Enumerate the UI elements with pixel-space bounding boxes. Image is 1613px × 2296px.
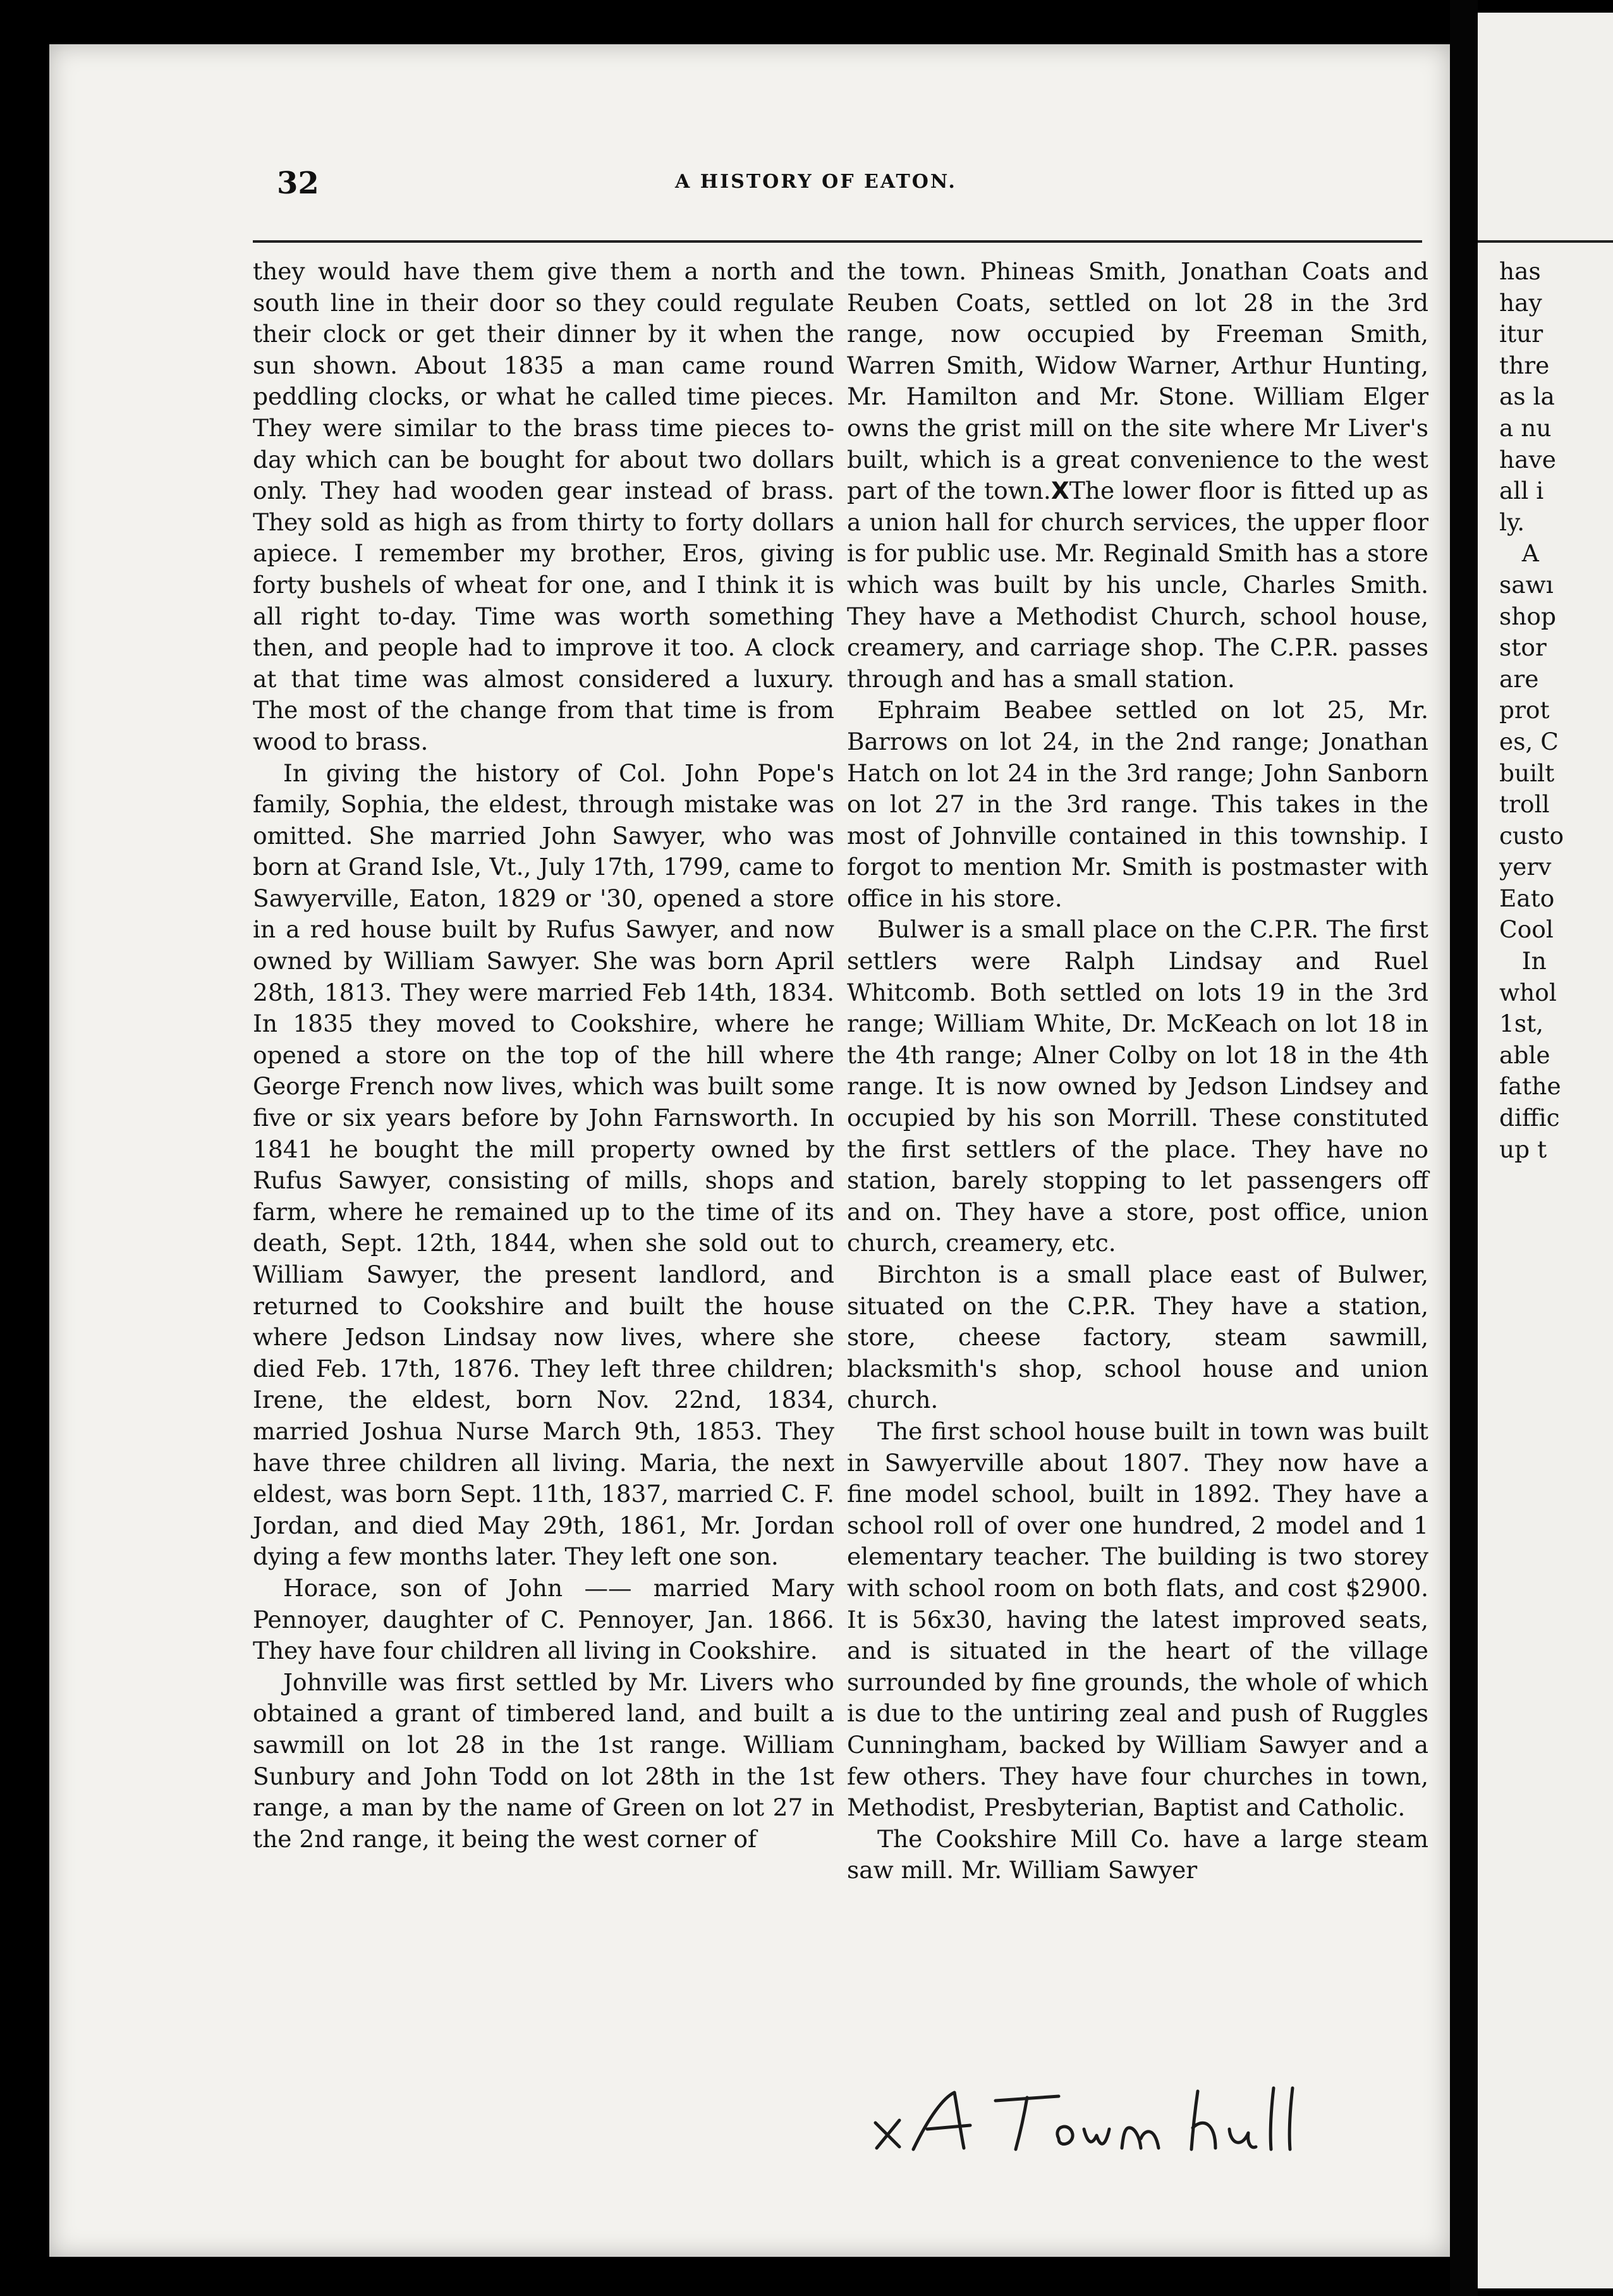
- header-rule: [253, 240, 1422, 243]
- paragraph: Ephraim Beabee settled on lot 25, Mr. Barrows on lot 24, in the 2nd range; Jonathan Hatch on lot 24 in the 3rd range; John Sanborn on lot 27 in the 3rd range. This takes in the most of Johnville contained in this township. I forgot to mention Mr. Smith is postmaster with office in his store.: [847, 696, 1428, 912]
- paragraph-text: the town. Phineas Smith, Jonathan Coats and Reuben Coats, settled on lot 28 in the 3rd range, now occupied by Freeman Smith, Warren Smith, Widow Warner, Arthur Hunting, Mr. Hamilton and Mr. Stone. William Elger owns the grist mill on the site where Mr Liver's built, which is a great convenience to the west part of the town.: [847, 257, 1428, 505]
- facing-page-text: has hay itur thre as la a nu have all i ly. A sawı shop stor are prot es, C built troll custo yerv Eato Cool In whol 1st, able fathe diffic up t: [1499, 257, 1564, 1163]
- paragraph: [847, 256, 1428, 695]
- paragraph: they would have them give them a north and south line in their door so they could regulate their clock or get their dinner by it when the sun shown. About 1835 a man came round peddling clocks, or what he called time pieces. They were similar to the brass time pieces to-day which can be bought for about two dollars only. They had wooden gear instead of brass. They sold as high as from thirty to forty dollars apiece. I remember my brother, Eros, giving forty bushels of wheat for one, and I think it is all right to-day. Time was worth something then, and people had to improve it too. A clock at that time was almost considered a luxury. The most of the change from that time is from wood to brass.: [253, 257, 834, 755]
- left-column: [253, 256, 834, 1855]
- page-header: [277, 166, 1415, 210]
- paragraph: Johnville was first settled by Mr. Livers who obtained a grant of timbered land, and built a sawmill on lot 28 in the 1st range. William Sunbury and John Todd on lot 28th in the 1st range, a man by the name of Green on lot 27 in the 2nd range, it being the west corner of: [253, 1668, 834, 1853]
- paragraph: The first school house built in town was built in Sawyerville about 1807. They now have a fine model school, built in 1892. They have a school roll of over one hundred, 2 model and 1 elementary teacher. The building is two storey with school room on both flats, and cost $2900. It is 56x30, having the latest improved seats, and is situated in the heart of the village surrounded by fine grounds, the whole of which is due to the untiring zeal and push of Ruggles Cunningham, backed by William Sawyer and a few others. They have four churches in town, Methodist, Presbyterian, Baptist and Catholic.: [847, 1417, 1428, 1822]
- right-column: [847, 256, 1428, 1886]
- paragraph: The Cookshire Mill Co. have a large steam saw mill. Mr. William Sawyer: [847, 1824, 1428, 1884]
- handwritten-note: [869, 2079, 1413, 2161]
- facing-page-rule: [1478, 240, 1613, 243]
- paragraph: Horace, son of John —— married Mary Pennoyer, daughter of C. Pennoyer, Jan. 1866. They have four children all living in Cookshire.: [253, 1573, 834, 1665]
- paragraph: Birchton is a small place east of Bulwer, situated on the C.P.R. They have a station, store, cheese factory, steam sawmill, blacksmith's shop, school house and union church.: [847, 1261, 1428, 1414]
- paragraph: Bulwer is a small place on the C.P.R. The first settlers were Ralph Lindsay and Ruel Whitcomb. Both settled on lots 19 in the 3rd range; William White, Dr. McKeach on lot 18 in the 4th range; Alner Colby on lot 18 in the 4th range. It is now owned by Jedson Lindsey and occupied by his son Morrill. These constituted the first settlers of the place. They have no station, barely stopping to let passengers off and on. They have a store, post office, union church, creamery, etc.: [847, 915, 1428, 1257]
- x-mark: X: [1050, 477, 1069, 505]
- paragraph-text: The lower floor is fitted up as a union hall for church services, the upper floor is for public use. Mr. Reginald Smith has a store which was built by his uncle, Charles Smith. They have a Methodist Church, school house, creamery, and carriage shop. The C.P.R. passes through and has a small station.: [847, 477, 1428, 693]
- page-number: 32: [277, 166, 319, 201]
- running-head: A HISTORY OF EATON.: [675, 171, 957, 193]
- paragraph: In giving the history of Col. John Pope's family, Sophia, the eldest, through mistake was omitted. She married John Sawyer, who was born at Grand Isle, Vt., July 17th, 1799, came to Sawyerville, Eaton, 1829 or '30, opened a store in a red house built by Rufus Sawyer, and now owned by William Sawyer. She was born April 28th, 1813. They were married Feb 14th, 1834. In 1835 they moved to Cookshire, where he opened a store on the top of the hill where George French now lives, which was built some five or six years before by John Farnsworth. In 1841 he bought the mill property owned by Rufus Sawyer, consisting of mills, shops and farm, where he remained up to the time of its death, Sept. 12th, 1844, when she sold out to William Sawyer, the present landlord, and returned to Cookshire and built the house where Jedson Lindsay now lives, where she died Feb. 17th, 1876. They left three children; Irene, the eldest, born Nov. 22nd, 1834, married Joshua Nurse March 9th, 1853. They have three children all living. Maria, the next eldest, was born Sept. 11th, 1837, married C. F. Jordan, and died May 29th, 1861, Mr. Jordan dying a few months later. They left one son.: [253, 759, 834, 1571]
- page-gutter: [1450, 0, 1478, 2296]
